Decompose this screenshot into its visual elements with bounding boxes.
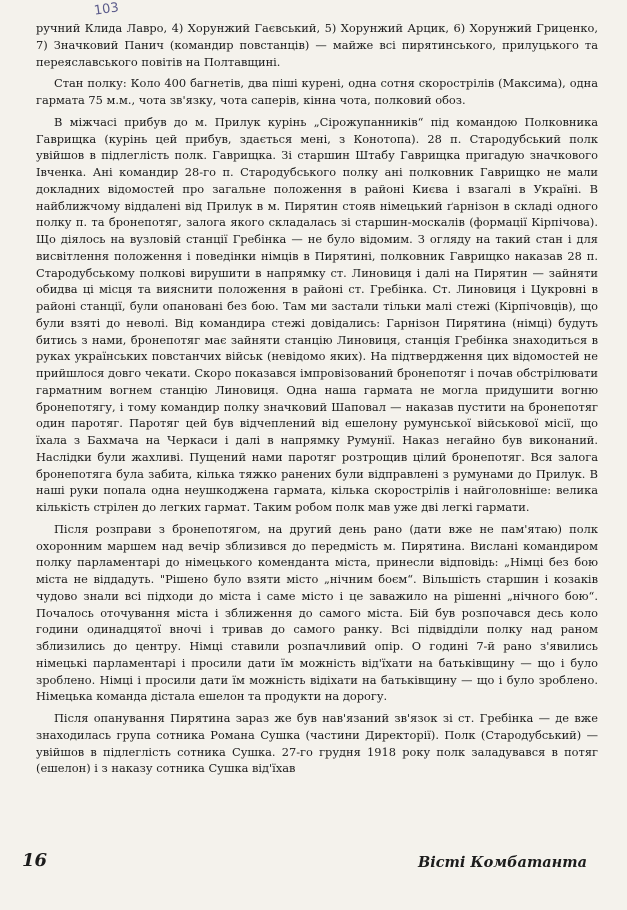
paragraph-hrebinka-link: Після опанування Пирятина зараз же був нав'язаний зв'язок зі ст. Гребінка — де вже знаходилась група сотника Романа Сушка (частини Директорії). Полк (Стародубський) — увійшов в підлеглість сотника Сушка. 27-го грудня 1918 року полк заладувався в потяг (ешелон) і з наказу сотника Сушка від'їхав [36,711,598,776]
paragraph-pyriatyn-battle: Після розправи з бронепотягом, на другий день рано (дати вже не пам'ятаю) полк охоронним маршем над вечір зблизився до передмість м. Пирятина. Вислані командиром полку парламентарі до німецького коменданта міста, принесли відповідь: „Німці без бою міста не віддадуть. "Рішено було взяти місто „нічним боєм“. Вільшість старшин і козаків чудово знали всі підходи до міста і саме місто і це заважило на рішенні „нічного бою“. Почалось оточування міста і зближення до самого міста. Бій був розпочався десь коло години одинадцятої вночі і тривав до самого ранку. Всі підвідділи полку над раном зблизились до центру. Німці ставили розпачливий опір. О годині 7-й рано з'явились німецькі парламентарі і просили дати їм можність від'їхати на батьківщину — що і було зроблено. Німці і просили дати їм можність відіхати на батьківщину — що і було зроблено. Німецька команда дістала ешелон та продукти на дорогу. [36,521,598,704]
journal-title: Вісті Комбатанта [417,854,587,871]
handwritten-page-number: 103 [93,0,120,19]
paragraph-officers-list: ручний Клида Лавро, 4) Хорунжий Гаєвський, 5) Хорунжий Арцик, 6) Хорунжий Гриценко, 7) Значковий Панич (командир повстанців) — майже всі пирятинського, прилуцького та переяславського повітів на Полтавщині. [36,21,598,69]
paragraph-armored-train: В міжчасі прибув до м. Прилук курінь „Сірожупанників“ під командою Полковника Гаврищка (курінь цей прибув, здається мені, з Конотопа). 28 п. Стародубський полк увійшов в підлеглість полк. Гаврищка. Зі старшин Штабу Гаврищка пригадую значкового Івченка. Ані командир 28-го п. Стародубського полку ані полковник Гаврищко не мали докладних відомостей про загальне положення в районі Києва і взагалі в Україні. В найближчому віддалені від Прилук в м. Пирятин стояв німецький ґарнізон в складі одного полку п. та бронепотяг, залога якого складалась зі старшин-москалів (формації Кірпічова). Що діялось на вузловій станції Гребінка — не було відомим. З огляду на такий стан і для висвітлення положення і поведінки німців в Пирятині, полковник Гаврищко наказав 28 п. Стародубському полкові вирушити в напрямку ст. Линовиця і далі на Пирятин — зайняти обидва ці місця та вияснити положення в районі ст. Гребінка. Ст. Линовиця і Цукровні в районі станції, були опановані без бою. Там ми застали тільки малі стежі (Кірпічовців), що були взяті до неволі. Від командира стежі довідались: Гарнізон Пирятина (німці) будуть битись з нами, бронепотяг має зайняти станцію Линовиця, станція Гребінка знаходиться в руках українських повстанчих військ (невідомо яких). На підтвердження цих відомостей не прийшлося довго чекати. Скоро показався імпровізований бронепотяг і почав обстрілювати гарматним вогнем станцію Линовиця. Одна наша гармата не могла придушити вогню бронепотягу, і тому командир полку значковий Шаповал — наказав пустити на бронепотяг один паротяг. Паротяг цей був відчеплений від ешелону румунської військової місії, що їхала з Бахмача на Черкаси і далі в напрямку Румунії. Наказ негайно був виконаний. Наслідки були жахливі. Пущений нами паротяг розтрощив цілий бронепотяг. Вся залога бронепотяга була забита, кілька тяжко ранених були відправлені з румунами до Прилук. В наші руки попала одна неушкоджена гармата, кілька скорострілів і найголовніше: велика кількість стрілен до легких гармат. Таким робом полк мав уже дві легкі гармати. [36,114,598,514]
article-body [36,20,598,782]
page-number: 16 [22,850,48,871]
paragraph-regiment-strength: Стан полку: Коло 400 багнетів, два піші курені, одна сотня скорострілів (Максима), одна гармата 75 м.м., чота зв'язку, чота саперів, кінна чота, полковий обоз. [36,76,598,107]
